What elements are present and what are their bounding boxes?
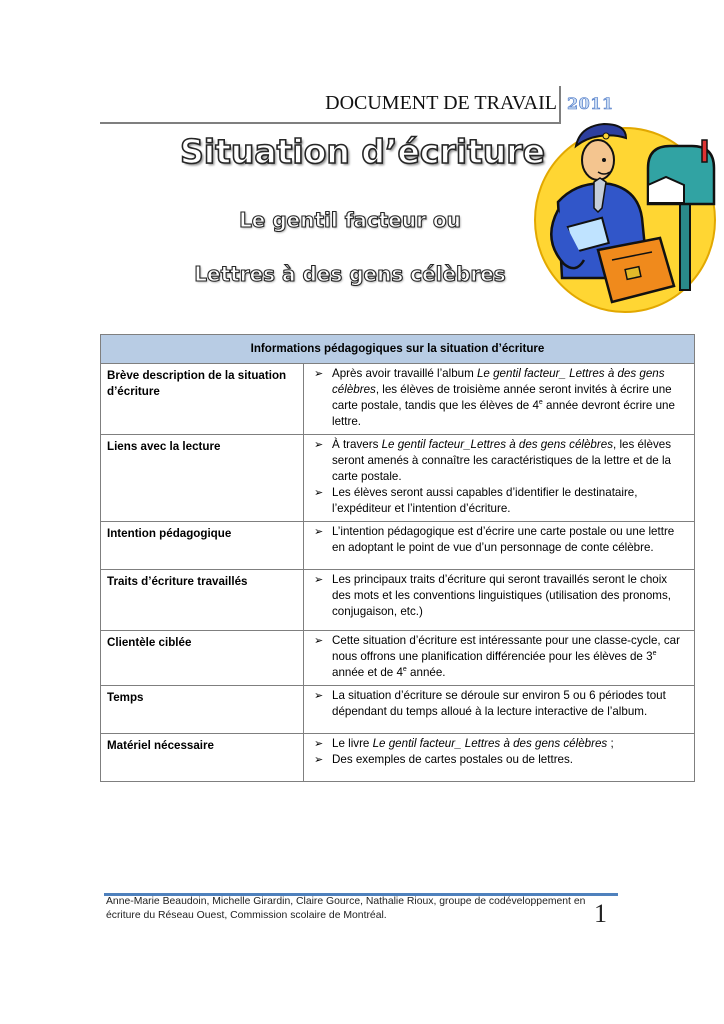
page-title: Situation d’écriture (180, 132, 545, 171)
table-row (101, 686, 695, 734)
row-label: Clientèle ciblée (101, 631, 304, 686)
table-row (101, 522, 695, 570)
list-item: ➢ Des exemples de cartes postales ou de lettres. (310, 752, 686, 768)
table-row (101, 734, 695, 782)
bullet-list (310, 572, 688, 620)
row-label: Matériel nécessaire (101, 734, 304, 782)
row-label: Brève description de la situation d’écriture (101, 364, 304, 435)
list-item: ➢ Les principaux traits d’écriture qui seront travaillés seront le choix des mots et les conventions linguistiques (utilisation des pronoms, conjugaison, etc.) (310, 572, 686, 620)
header-label: DOCUMENT DE TRAVAIL (325, 92, 557, 114)
table-row (101, 435, 695, 522)
bullet-list (310, 437, 688, 517)
row-label: Liens avec la lecture (101, 435, 304, 522)
table-heading: Informations pédagogiques sur la situation d’écriture (101, 335, 695, 364)
table-row (101, 631, 695, 686)
table-row (101, 364, 695, 435)
list-item: ➢ Cette situation d’écriture est intéressante pour une classe-cycle, car nous offrons une planification différenciée pour les élèves de 3e année et de 4e année. (310, 633, 686, 681)
table-row (101, 570, 695, 631)
header-year: 2011 (567, 94, 614, 113)
list-item: ➢ Après avoir travaillé l’album Le gentil facteur_ Lettres à des gens célèbres, les élèves de troisième année seront invités à écrire une carte postale, tandis que les élèves de 4e année devront écrire une lettre. (310, 366, 686, 430)
row-label: Traits d’écriture travaillés (101, 570, 304, 631)
list-item: ➢ Le livre Le gentil facteur_ Lettres à des gens célèbres ; (310, 736, 686, 752)
bullet-list (310, 688, 688, 720)
bullet-list (310, 524, 688, 556)
bullet-list (310, 736, 688, 768)
header-divider-horizontal (100, 122, 560, 124)
subtitle-line-1: Le gentil facteur ou (239, 208, 461, 232)
row-label: Temps (101, 686, 304, 734)
subtitle-line-2: Lettres à des gens célèbres (194, 262, 506, 286)
list-item: ➢ La situation d’écriture se déroule sur environ 5 ou 6 périodes tout dépendant du temps alloué à la lecture interactive de l’album. (310, 688, 686, 720)
row-label: Intention pédagogique (101, 522, 304, 570)
mail-carrier-illustration-icon (530, 110, 720, 315)
list-item: ➢ Les élèves seront aussi capables d’identifier le destinataire, l’expéditeur et l’intention d’écriture. (310, 485, 686, 517)
bullet-list (310, 633, 688, 681)
bullet-list (310, 366, 688, 430)
table-heading-row (101, 335, 695, 364)
footer-credits: Anne-Marie Beaudoin, Michelle Girardin, Claire Gource, Nathalie Rioux, groupe de codéveloppement en écriture du Réseau Ouest, Commission scolaire de Montréal. (106, 896, 586, 921)
list-item: ➢ À travers Le gentil facteur_Lettres à des gens célèbres, les élèves seront amenés à connaître les caractéristiques de la lettre et de la carte postale. (310, 437, 686, 485)
page-number: 1 (594, 899, 607, 928)
list-item: ➢ L’intention pédagogique est d’écrire une carte postale ou une lettre en adoptant le point de vue d’un personnage de conte célèbre. (310, 524, 686, 556)
pedagogical-info-table (100, 334, 695, 782)
